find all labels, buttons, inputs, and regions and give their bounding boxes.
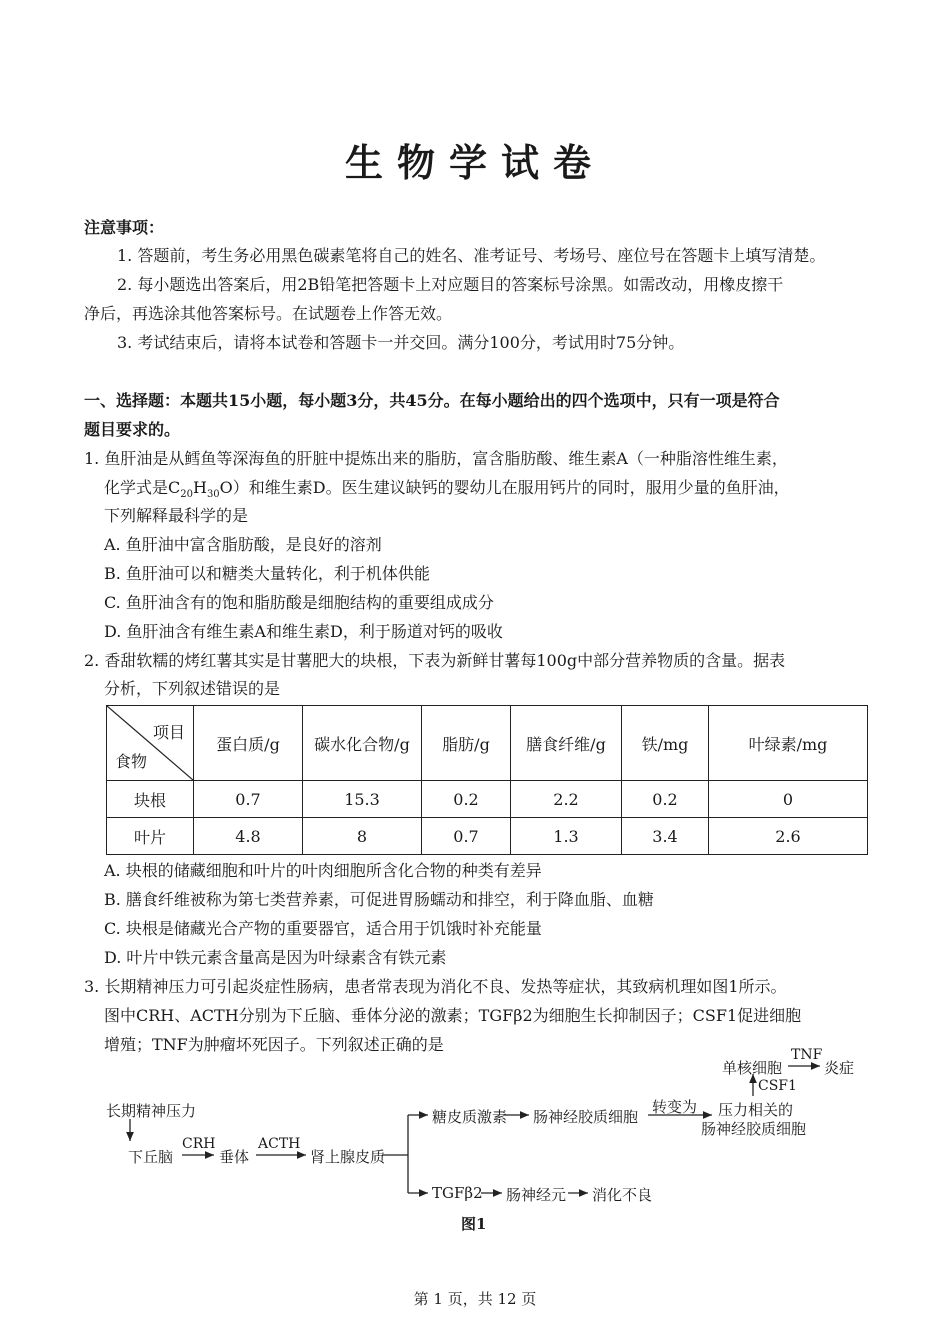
fig-stress-glia-1: 压力相关的 bbox=[718, 1101, 794, 1119]
q1-text-b: O）和维生素D。医生建议缺钙的婴幼儿在服用钙片的同时，服用少量的鱼肝油， bbox=[219, 478, 790, 497]
notice-item-3: 3. 考试结束后，请将本试卷和答题卡一并交回。满分100分，考试用时75分钟。 bbox=[117, 333, 685, 352]
q3-stem-line3: 增殖；TNF为肿瘤坏死因子。下列叙述正确的是 bbox=[104, 1035, 444, 1054]
q1-option-a: A. 鱼肝油中富含脂肪酸，是良好的溶剂 bbox=[104, 535, 382, 554]
fig-indigestion: 消化不良 bbox=[592, 1186, 653, 1204]
fig-pituitary: 垂体 bbox=[219, 1148, 250, 1166]
table-cell: 2.2 bbox=[511, 781, 622, 818]
corner-label-food: 食物 bbox=[115, 752, 148, 771]
q2-stem-line1: 2. 香甜软糯的烤红薯其实是甘薯肥大的块根，下表为新鲜甘薯每100g中部分营养物质的含量。据表 bbox=[84, 651, 786, 670]
table-header: 铁/mg bbox=[622, 706, 709, 781]
table-header-row bbox=[107, 706, 868, 781]
figure-caption: 图1 bbox=[461, 1215, 487, 1233]
fig-glucocorticoid: 糖皮质激素 bbox=[432, 1108, 508, 1126]
notice-item-2-cont: 净后，再选涂其他答案标号。在试题卷上作答无效。 bbox=[84, 304, 453, 323]
q2-option-b: B. 膳食纤维被称为第七类营养素，可促进胃肠蠕动和排空，利于降血脂、血糖 bbox=[104, 890, 654, 909]
table-cell: 8 bbox=[303, 818, 422, 855]
table-row bbox=[107, 818, 868, 855]
fig-stress-glia-2: 肠神经胶质细胞 bbox=[701, 1120, 807, 1138]
table-cell: 2.6 bbox=[709, 818, 868, 855]
table-cell: 0.2 bbox=[422, 781, 511, 818]
table-header: 蛋白质/g bbox=[194, 706, 303, 781]
q3-stem-line2: 图中CRH、ACTH分别为下丘脑、垂体分泌的激素；TGFβ2为细胞生长抑制因子；CSF1促进细胞 bbox=[104, 1006, 802, 1025]
q1-sub-30: 30 bbox=[206, 489, 220, 501]
fig-acth-label: ACTH bbox=[258, 1136, 301, 1152]
q1-option-d: D. 鱼肝油含有维生素A和维生素D，利于肠道对钙的吸收 bbox=[104, 622, 503, 641]
table-row bbox=[107, 781, 868, 818]
fig-enteric-neuron: 肠神经元 bbox=[506, 1186, 567, 1204]
table-row-label: 叶片 bbox=[107, 818, 194, 855]
table-header: 膳食纤维/g bbox=[511, 706, 622, 781]
q1-sub-20: 20 bbox=[180, 489, 193, 501]
fig-tnf-label: TNF bbox=[791, 1047, 823, 1063]
q1-text-a: 化学式是C bbox=[104, 478, 181, 497]
page-footer: 第 1 页，共 12 页 bbox=[413, 1290, 537, 1308]
fig-monocyte: 单核细胞 bbox=[722, 1059, 783, 1077]
q1-stem-line1: 1. 鱼肝油是从鳕鱼等深海鱼的肝脏中提炼出来的脂肪，富含脂肪酸、维生素A（一种脂溶性维生素， bbox=[84, 449, 788, 468]
q1-stem-line3: 下列解释最科学的是 bbox=[104, 506, 249, 525]
q2-stem-line2: 分析，下列叙述错误的是 bbox=[104, 679, 281, 698]
table-header: 脂肪/g bbox=[422, 706, 511, 781]
fig-adrenal-cortex: 肾上腺皮质 bbox=[310, 1148, 386, 1166]
table-cell: 1.3 bbox=[511, 818, 622, 855]
notice-heading: 注意事项： bbox=[84, 218, 165, 237]
table-cell: 0.2 bbox=[622, 781, 709, 818]
q3-stem-line1: 3. 长期精神压力可引起炎症性肠病，患者常表现为消化不良、发热等症状，其致病机理如图1所示。 bbox=[84, 977, 787, 996]
fig-stress-label: 长期精神压力 bbox=[106, 1102, 197, 1120]
table-cell: 3.4 bbox=[622, 818, 709, 855]
q1-option-c: C. 鱼肝油含有的饱和脂肪酸是细胞结构的重要组成成分 bbox=[104, 593, 494, 612]
table-cell: 0.7 bbox=[194, 781, 303, 818]
fig-tgf: TGFβ2 bbox=[432, 1184, 483, 1202]
q2-option-d: D. 叶片中铁元素含量高是因为叶绿素含有铁元素 bbox=[104, 948, 447, 967]
fig-csf1-label: CSF1 bbox=[758, 1078, 797, 1094]
fig-crh-label: CRH bbox=[182, 1136, 216, 1152]
corner-label-item: 项目 bbox=[152, 723, 185, 742]
fig-hypothalamus: 下丘脑 bbox=[128, 1148, 174, 1166]
nutrition-table bbox=[106, 705, 868, 855]
table-cell: 0 bbox=[709, 781, 868, 818]
q2-option-a: A. 块根的储藏细胞和叶片的叶肉细胞所含化合物的种类有差异 bbox=[104, 861, 542, 880]
table-cell: 15.3 bbox=[303, 781, 422, 818]
q1-option-b: B. 鱼肝油可以和糖类大量转化，利于机体供能 bbox=[104, 564, 430, 583]
page-title: 生物学试卷 bbox=[344, 140, 605, 185]
table-corner-cell bbox=[107, 706, 194, 781]
fig-inflammation: 炎症 bbox=[824, 1059, 855, 1077]
notice-item-2: 2. 每小题选出答案后，用2B铅笔把答题卡上对应题目的答案标号涂黑。如需改动，用橡皮擦干 bbox=[117, 275, 784, 294]
table-cell: 0.7 bbox=[422, 818, 511, 855]
q1-h: H bbox=[192, 478, 207, 497]
q1-stem-line2 bbox=[104, 477, 790, 506]
section-heading: 一、选择题：本题共15小题，每小题3分，共45分。在每小题给出的四个选项中，只有一项是符合 bbox=[84, 391, 780, 410]
notice-item-1: 1. 答题前，考生务必用黑色碳素笔将自己的姓名、准考证号、考场号、座位号在答题卡上填写清楚。 bbox=[117, 246, 826, 265]
table-row-label: 块根 bbox=[107, 781, 194, 818]
fig-transform-label: 转变为 bbox=[652, 1098, 698, 1116]
section-heading-cont: 题目要求的。 bbox=[84, 420, 181, 439]
table-header: 碳水化合物/g bbox=[303, 706, 422, 781]
table-header: 叶绿素/mg bbox=[709, 706, 868, 781]
table-cell: 4.8 bbox=[194, 818, 303, 855]
fig-enteric-glia: 肠神经胶质细胞 bbox=[533, 1108, 639, 1126]
q2-option-c: C. 块根是储藏光合产物的重要器官，适合用于饥饿时补充能量 bbox=[104, 919, 542, 938]
